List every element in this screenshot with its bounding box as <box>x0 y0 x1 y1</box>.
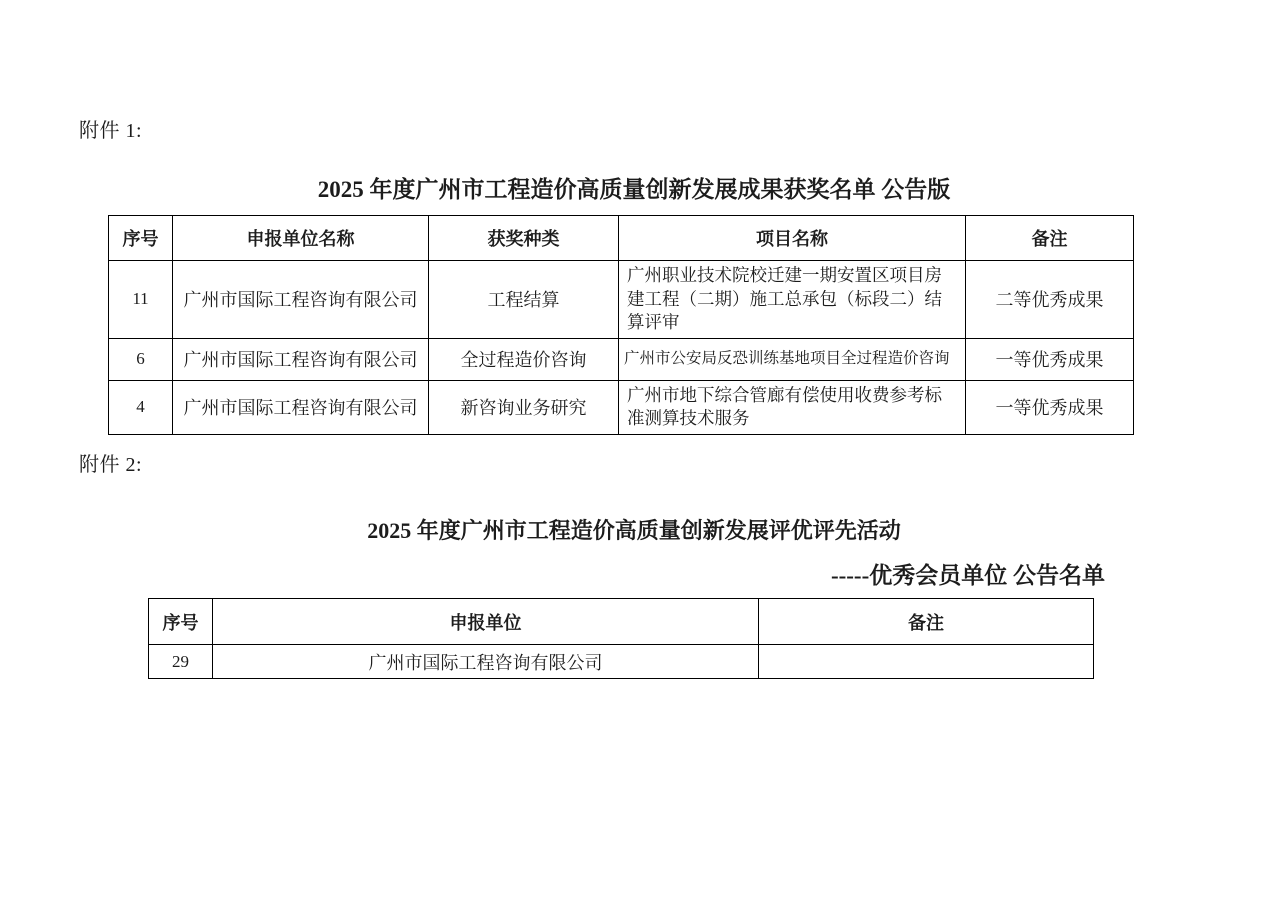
cell-category: 全过程造价咨询 <box>429 338 619 380</box>
header-org-name: 申报单位名称 <box>173 216 429 261</box>
awards-table <box>108 215 1134 435</box>
attachment-1-title: 2025 年度广州市工程造价高质量创新发展成果获奖名单 公告版 <box>317 177 951 202</box>
attachment-1-label: 附件 1: <box>79 120 143 142</box>
cell-org: 广州市国际工程咨询有限公司 <box>173 338 429 380</box>
cell-org: 广州市国际工程咨询有限公司 <box>213 645 759 679</box>
header-remark: 备注 <box>966 216 1134 261</box>
cell-category: 新咨询业务研究 <box>429 380 619 434</box>
awards-table-header-row <box>109 216 1134 261</box>
attachment-2-label: 附件 2: <box>79 454 143 476</box>
members-table <box>148 598 1094 679</box>
cell-serial: 6 <box>109 338 173 380</box>
cell-project: 广州市地下综合管廊有偿使用收费参考标准测算技术服务 <box>619 380 966 434</box>
cell-category: 工程结算 <box>429 261 619 339</box>
cell-serial: 4 <box>109 380 173 434</box>
table-row <box>109 338 1134 380</box>
header-remark: 备注 <box>759 599 1094 645</box>
header-serial: 序号 <box>149 599 213 645</box>
attachment-2-subtitle: -----优秀会员单位 公告名单 <box>830 563 1105 588</box>
cell-org: 广州市国际工程咨询有限公司 <box>173 261 429 339</box>
cell-serial: 11 <box>109 261 173 339</box>
members-table-header-row <box>149 599 1094 645</box>
header-project-name: 项目名称 <box>619 216 966 261</box>
table-row <box>149 645 1094 679</box>
header-serial: 序号 <box>109 216 173 261</box>
cell-serial: 29 <box>149 645 213 679</box>
cell-remark <box>759 645 1094 679</box>
cell-project: 广州市公安局反恐训练基地项目全过程造价咨询 <box>619 338 966 380</box>
header-org: 申报单位 <box>213 599 759 645</box>
cell-remark: 一等优秀成果 <box>966 380 1134 434</box>
table-row <box>109 261 1134 339</box>
cell-org: 广州市国际工程咨询有限公司 <box>173 380 429 434</box>
cell-remark: 二等优秀成果 <box>966 261 1134 339</box>
cell-project: 广州职业技术院校迁建一期安置区项目房建工程（二期）施工总承包（标段二）结算评审 <box>619 261 966 339</box>
attachment-2-title: 2025 年度广州市工程造价高质量创新发展评优评先活动 <box>367 518 901 543</box>
cell-remark: 一等优秀成果 <box>966 338 1134 380</box>
header-award-category: 获奖种类 <box>429 216 619 261</box>
table-row <box>109 380 1134 434</box>
